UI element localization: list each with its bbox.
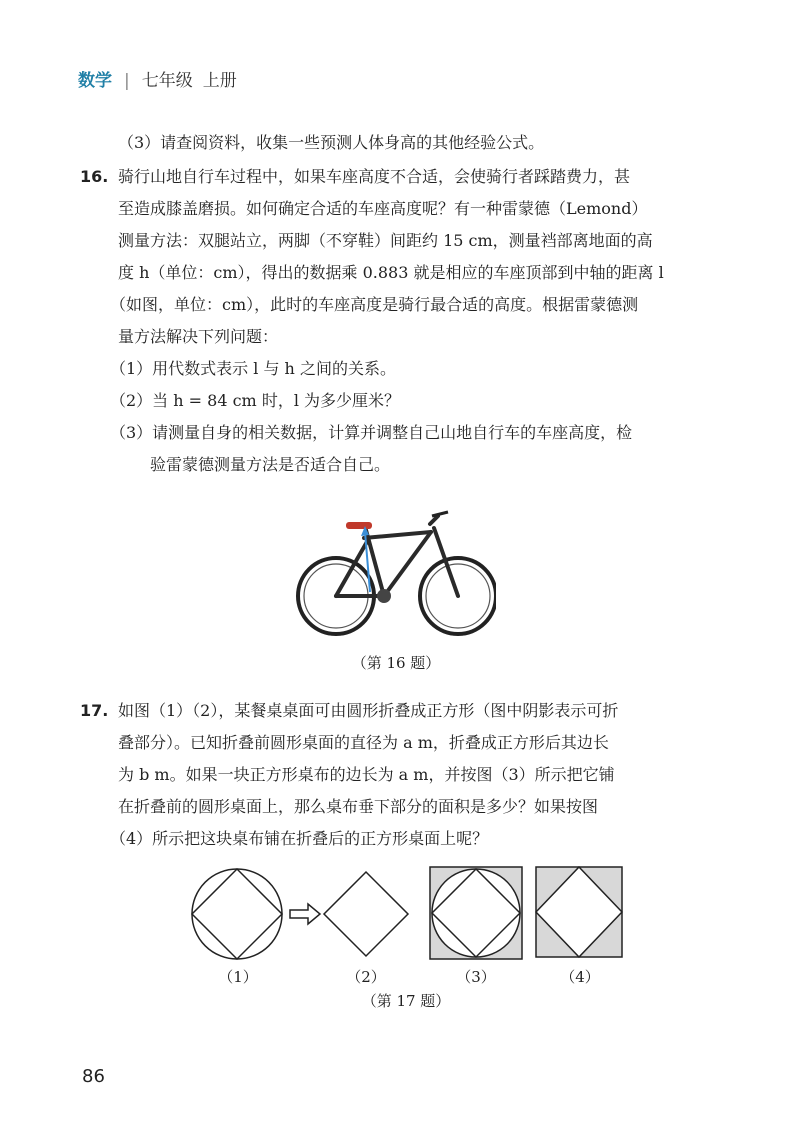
- q16-caption: （第 16 题）: [351, 654, 441, 672]
- q16-line-3: 测量方法：双腿站立，两脚（不穿鞋）间距约 15 cm，测量裆部离地面的高: [118, 231, 653, 250]
- down-tube: [384, 532, 431, 596]
- crank: [377, 589, 391, 603]
- fold-arrow-icon: [290, 904, 320, 924]
- q16-part1: （1）用代数式表示 l 与 h 之间的关系。: [110, 359, 396, 378]
- bicycle-figure: [296, 508, 496, 638]
- q17-line-1: 如图（1）（2），某餐桌桌面可由圆形折叠成正方形（图中阴影表示可折: [118, 701, 619, 720]
- figure-4-label: （4）: [560, 968, 600, 986]
- header-volume: 上册: [202, 71, 237, 91]
- q17-line-2: 叠部分）。已知折叠前圆形桌面的直径为 a m，折叠成正方形后其边长: [118, 733, 609, 752]
- q16-part3-line1: （3）请测量自身的相关数据，计算并调整自己山地自行车的车座高度，检: [110, 423, 633, 442]
- q17-caption: （第 17 题）: [361, 992, 451, 1010]
- figure-3: [430, 867, 522, 959]
- top-tube: [364, 532, 431, 538]
- q16-line-5: （如图，单位：cm），此时的车座高度是骑行最合适的高度。根据雷蒙德测: [110, 295, 639, 314]
- page-header: [78, 66, 237, 91]
- header-grade: 七年级: [141, 71, 193, 91]
- stem: [430, 516, 438, 524]
- q15-part3: （3）请查阅资料，收集一些预测人体身高的其他经验公式。: [118, 133, 545, 152]
- q16-part2: （2）当 h = 84 cm 时，l 为多少厘米？: [110, 391, 401, 410]
- figure-2-label: （2）: [346, 968, 386, 986]
- q16-line-6: 量方法解决下列问题：: [118, 327, 279, 346]
- figure-3-label: （3）: [456, 968, 496, 986]
- q16-line-4: 度 h（单位：cm），得出的数据乘 0.883 就是相应的车座顶部到中轴的距离 l: [118, 263, 664, 282]
- figure-4: [536, 867, 622, 957]
- page-number: 86: [82, 1066, 105, 1087]
- q16-part3-line2: 验雷蒙德测量方法是否适合自己。: [150, 455, 391, 474]
- header-separator: |: [124, 71, 130, 91]
- seat: [346, 522, 372, 529]
- q17-line-5: （4）所示把这块桌布铺在折叠后的正方形桌面上呢？: [110, 829, 489, 848]
- figure-2: [324, 872, 408, 956]
- handlebar: [432, 512, 448, 516]
- q16-number: 16.: [80, 167, 109, 186]
- figure-1-label: （1）: [218, 968, 258, 986]
- header-subject: 数学: [78, 71, 112, 91]
- q16-line-2: 至造成膝盖磨损。如何确定合适的车座高度呢？有一种雷蒙德（Lemond）: [118, 199, 648, 218]
- q17-line-4: 在折叠前的圆形桌面上，那么桌布垂下部分的面积是多少？如果按图: [118, 797, 599, 816]
- q17-line-3: 为 b m。如果一块正方形桌布的边长为 a m，并按图（3）所示把它铺: [118, 765, 615, 784]
- q17-number: 17.: [80, 701, 109, 720]
- q17-figures: [190, 862, 630, 972]
- figure-1: [192, 869, 282, 959]
- q16-line-1: 骑行山地自行车过程中，如果车座高度不合适，会使骑行者踩踏费力，甚: [118, 167, 631, 186]
